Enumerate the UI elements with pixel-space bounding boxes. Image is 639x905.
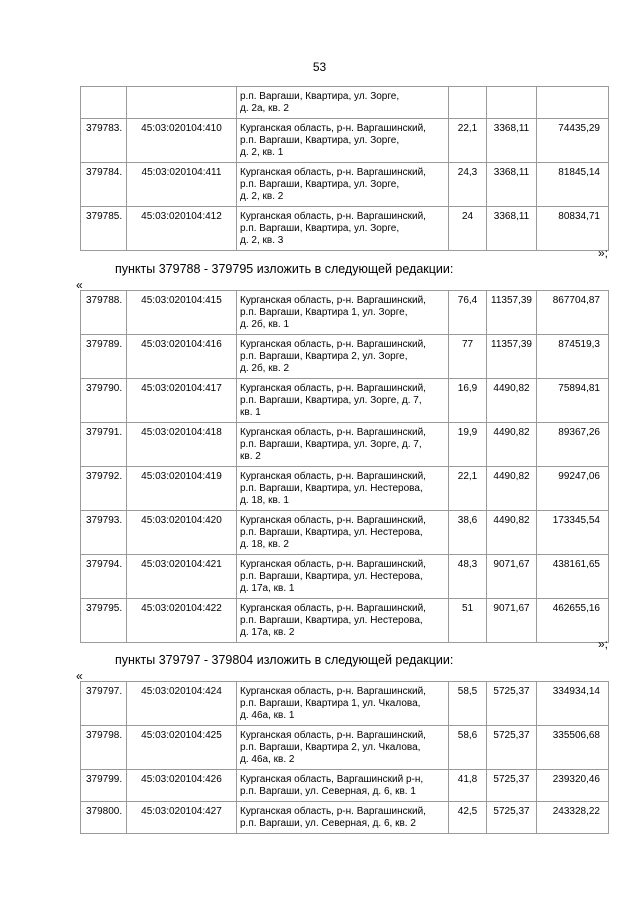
- address-cell: [237, 423, 449, 467]
- address-line: Курганская область, р-н. Варгашинский,: [240, 295, 426, 306]
- address-line: д. 17а, кв. 2: [240, 627, 295, 638]
- address-line: Курганская область, р-н. Варгашинский,: [240, 603, 426, 614]
- table-row: [81, 335, 609, 379]
- cadastral-value-cell: 874519,3: [537, 335, 609, 379]
- address-line: д. 17а, кв. 1: [240, 583, 295, 594]
- address-line: Курганская область, р-н. Варгашинский,: [240, 427, 426, 438]
- cadastral-number-cell: 45:03:020104:425: [127, 726, 237, 770]
- cadastral-number-cell: 45:03:020104:421: [127, 555, 237, 599]
- address-line: Курганская область, р-н. Варгашинский,: [240, 383, 426, 394]
- area-cell: 58,5: [449, 682, 487, 726]
- table-row: [81, 599, 609, 643]
- address-cell: [237, 802, 449, 834]
- address-line: р.п. Варгаши, ул. Северная, д. 6, кв. 1: [240, 786, 416, 797]
- area-cell: [449, 87, 487, 119]
- cadastral-value-cell: 75894,81: [537, 379, 609, 423]
- address-line: р.п. Варгаши, Квартира 2, ул. Зорге,: [240, 351, 408, 362]
- address-cell: [237, 87, 449, 119]
- table-row: [81, 770, 609, 802]
- unit-price-cell: 11357,39: [487, 291, 537, 335]
- unit-price-cell: 11357,39: [487, 335, 537, 379]
- area-cell: 24: [449, 207, 487, 251]
- area-cell: 38,6: [449, 511, 487, 555]
- cadastral-value-cell: [537, 87, 609, 119]
- item-number-cell: 379797.: [81, 682, 127, 726]
- address-line: д. 46а, кв. 1: [240, 710, 295, 721]
- address-line: Курганская область, р-н. Варгашинский,: [240, 559, 426, 570]
- unit-price-cell: 4490,82: [487, 511, 537, 555]
- address-line: Курганская область, р-н. Варгашинский,: [240, 686, 426, 697]
- cadastral-number-cell: 45:03:020104:419: [127, 467, 237, 511]
- address-line: д. 18, кв. 2: [240, 539, 289, 550]
- cadastral-value-cell: 334934,14: [537, 682, 609, 726]
- address-line: Курганская область, р-н. Варгашинский,: [240, 167, 426, 178]
- cadastral-number-cell: 45:03:020104:416: [127, 335, 237, 379]
- address-line: р.п. Варгаши, Квартира, ул. Зорге,: [240, 179, 400, 190]
- address-line: р.п. Варгаши, ул. Северная, д. 6, кв. 2: [240, 818, 416, 829]
- address-line: р.п. Варгаши, Квартира, ул. Зорге,: [240, 135, 400, 146]
- cadastral-number-cell: 45:03:020104:415: [127, 291, 237, 335]
- registry-table-2: [80, 290, 609, 643]
- address-line: Курганская область, р-н. Варгашинский,: [240, 471, 426, 482]
- item-number-cell: 379798.: [81, 726, 127, 770]
- address-line: р.п. Варгаши, Квартира, ул. Зорге,: [240, 91, 400, 102]
- address-cell: [237, 467, 449, 511]
- address-line: Курганская область, р-н. Варгашинский,: [240, 339, 426, 350]
- unit-price-cell: 5725,37: [487, 770, 537, 802]
- cadastral-number-cell: 45:03:020104:410: [127, 119, 237, 163]
- address-cell: [237, 207, 449, 251]
- address-line: р.п. Варгаши, Квартира, ул. Зорге,: [240, 223, 400, 234]
- cadastral-number-cell: [127, 87, 237, 119]
- cadastral-value-cell: 80834,71: [537, 207, 609, 251]
- item-number-cell: 379795.: [81, 599, 127, 643]
- address-line: р.п. Варгаши, Квартира 2, ул. Чкалова,: [240, 742, 421, 753]
- area-cell: 22,1: [449, 467, 487, 511]
- item-number-cell: 379785.: [81, 207, 127, 251]
- address-line: Курганская область, р-н. Варгашинский,: [240, 211, 426, 222]
- table-row: [81, 87, 609, 119]
- address-cell: [237, 511, 449, 555]
- cadastral-number-cell: 45:03:020104:422: [127, 599, 237, 643]
- address-cell: [237, 770, 449, 802]
- opening-quote-2: «: [76, 669, 83, 683]
- cadastral-value-cell: 867704,87: [537, 291, 609, 335]
- area-cell: 16,9: [449, 379, 487, 423]
- address-line: р.п. Варгаши, Квартира 1, ул. Чкалова,: [240, 698, 421, 709]
- unit-price-cell: 5725,37: [487, 682, 537, 726]
- address-line: кв. 2: [240, 451, 261, 462]
- cadastral-value-cell: 243328,22: [537, 802, 609, 834]
- item-number-cell: 379794.: [81, 555, 127, 599]
- item-number-cell: 379792.: [81, 467, 127, 511]
- address-cell: [237, 599, 449, 643]
- table-row: [81, 555, 609, 599]
- unit-price-cell: 4490,82: [487, 423, 537, 467]
- table-row: [81, 379, 609, 423]
- table-row: [81, 682, 609, 726]
- address-line: д. 2, кв. 3: [240, 235, 284, 246]
- address-cell: [237, 726, 449, 770]
- table-row: [81, 467, 609, 511]
- cadastral-value-cell: 335506,68: [537, 726, 609, 770]
- address-line: д. 2, кв. 2: [240, 191, 284, 202]
- address-cell: [237, 555, 449, 599]
- area-cell: 22,1: [449, 119, 487, 163]
- table-row: [81, 207, 609, 251]
- table-row: [81, 119, 609, 163]
- area-cell: 24,3: [449, 163, 487, 207]
- address-line: д. 46а, кв. 2: [240, 754, 295, 765]
- closing-quote-1: »;: [597, 246, 608, 260]
- item-number-cell: 379791.: [81, 423, 127, 467]
- area-cell: 48,3: [449, 555, 487, 599]
- address-line: д. 2б, кв. 2: [240, 363, 290, 374]
- cadastral-value-cell: 438161,65: [537, 555, 609, 599]
- cadastral-number-cell: 45:03:020104:426: [127, 770, 237, 802]
- address-line: Курганская область, р-н. Варгашинский,: [240, 806, 426, 817]
- area-cell: 41,8: [449, 770, 487, 802]
- address-line: р.п. Варгаши, Квартира, ул. Зорге, д. 7,: [240, 395, 422, 406]
- area-cell: 19,9: [449, 423, 487, 467]
- unit-price-cell: [487, 87, 537, 119]
- area-cell: 42,5: [449, 802, 487, 834]
- table-row: [81, 802, 609, 834]
- item-number-cell: 379793.: [81, 511, 127, 555]
- address-cell: [237, 682, 449, 726]
- cadastral-number-cell: 45:03:020104:412: [127, 207, 237, 251]
- address-line: д. 2, кв. 1: [240, 147, 284, 158]
- cadastral-value-cell: 81845,14: [537, 163, 609, 207]
- unit-price-cell: 3368,11: [487, 119, 537, 163]
- address-line: р.п. Варгаши, Квартира, ул. Нестерова,: [240, 527, 423, 538]
- cadastral-value-cell: 239320,46: [537, 770, 609, 802]
- item-number-cell: 379790.: [81, 379, 127, 423]
- address-line: Курганская область, Варгашинский р-н,: [240, 774, 424, 785]
- page-number: 53: [312, 60, 327, 74]
- table-row: [81, 511, 609, 555]
- cadastral-value-cell: 74435,29: [537, 119, 609, 163]
- cadastral-value-cell: 99247,06: [537, 467, 609, 511]
- registry-table-1: [80, 86, 609, 251]
- table-row: [81, 163, 609, 207]
- table-row: [81, 726, 609, 770]
- unit-price-cell: 4490,82: [487, 467, 537, 511]
- item-number-cell: 379800.: [81, 802, 127, 834]
- cadastral-number-cell: 45:03:020104:424: [127, 682, 237, 726]
- address-line: д. 2б, кв. 1: [240, 319, 290, 330]
- cadastral-value-cell: 89367,26: [537, 423, 609, 467]
- cadastral-number-cell: 45:03:020104:411: [127, 163, 237, 207]
- address-line: р.п. Варгаши, Квартира, ул. Нестерова,: [240, 615, 423, 626]
- table-row: [81, 423, 609, 467]
- address-line: Курганская область, р-н. Варгашинский,: [240, 123, 426, 134]
- registry-table-3: [80, 681, 609, 834]
- amendment-instruction-2: пункты 379797 - 379804 изложить в следующей редакции:: [115, 653, 454, 667]
- address-cell: [237, 335, 449, 379]
- cadastral-number-cell: 45:03:020104:420: [127, 511, 237, 555]
- area-cell: 51: [449, 599, 487, 643]
- unit-price-cell: 3368,11: [487, 207, 537, 251]
- unit-price-cell: 5725,37: [487, 802, 537, 834]
- unit-price-cell: 9071,67: [487, 555, 537, 599]
- address-line: д. 2а, кв. 2: [240, 103, 289, 114]
- address-cell: [237, 163, 449, 207]
- area-cell: 58,6: [449, 726, 487, 770]
- unit-price-cell: 3368,11: [487, 163, 537, 207]
- address-line: д. 18, кв. 1: [240, 495, 289, 506]
- table-row: [81, 291, 609, 335]
- cadastral-value-cell: 462655,16: [537, 599, 609, 643]
- item-number-cell: 379789.: [81, 335, 127, 379]
- address-line: кв. 1: [240, 407, 261, 418]
- cadastral-number-cell: 45:03:020104:418: [127, 423, 237, 467]
- address-line: р.п. Варгаши, Квартира, ул. Зорге, д. 7,: [240, 439, 422, 450]
- address-cell: [237, 119, 449, 163]
- item-number-cell: 379788.: [81, 291, 127, 335]
- unit-price-cell: 5725,37: [487, 726, 537, 770]
- closing-quote-2: »;: [597, 637, 608, 651]
- item-number-cell: 379783.: [81, 119, 127, 163]
- address-line: Курганская область, р-н. Варгашинский,: [240, 515, 426, 526]
- item-number-cell: 379799.: [81, 770, 127, 802]
- address-line: р.п. Варгаши, Квартира, ул. Нестерова,: [240, 483, 423, 494]
- address-line: р.п. Варгаши, Квартира 1, ул. Зорге,: [240, 307, 408, 318]
- area-cell: 77: [449, 335, 487, 379]
- item-number-cell: [81, 87, 127, 119]
- unit-price-cell: 4490,82: [487, 379, 537, 423]
- unit-price-cell: 9071,67: [487, 599, 537, 643]
- cadastral-value-cell: 173345,54: [537, 511, 609, 555]
- item-number-cell: 379784.: [81, 163, 127, 207]
- address-cell: [237, 379, 449, 423]
- address-line: Курганская область, р-н. Варгашинский,: [240, 730, 426, 741]
- area-cell: 76,4: [449, 291, 487, 335]
- cadastral-number-cell: 45:03:020104:417: [127, 379, 237, 423]
- cadastral-number-cell: 45:03:020104:427: [127, 802, 237, 834]
- address-cell: [237, 291, 449, 335]
- amendment-instruction-1: пункты 379788 - 379795 изложить в следующей редакции:: [115, 262, 454, 276]
- opening-quote-1: «: [76, 278, 83, 292]
- address-line: р.п. Варгаши, Квартира, ул. Нестерова,: [240, 571, 423, 582]
